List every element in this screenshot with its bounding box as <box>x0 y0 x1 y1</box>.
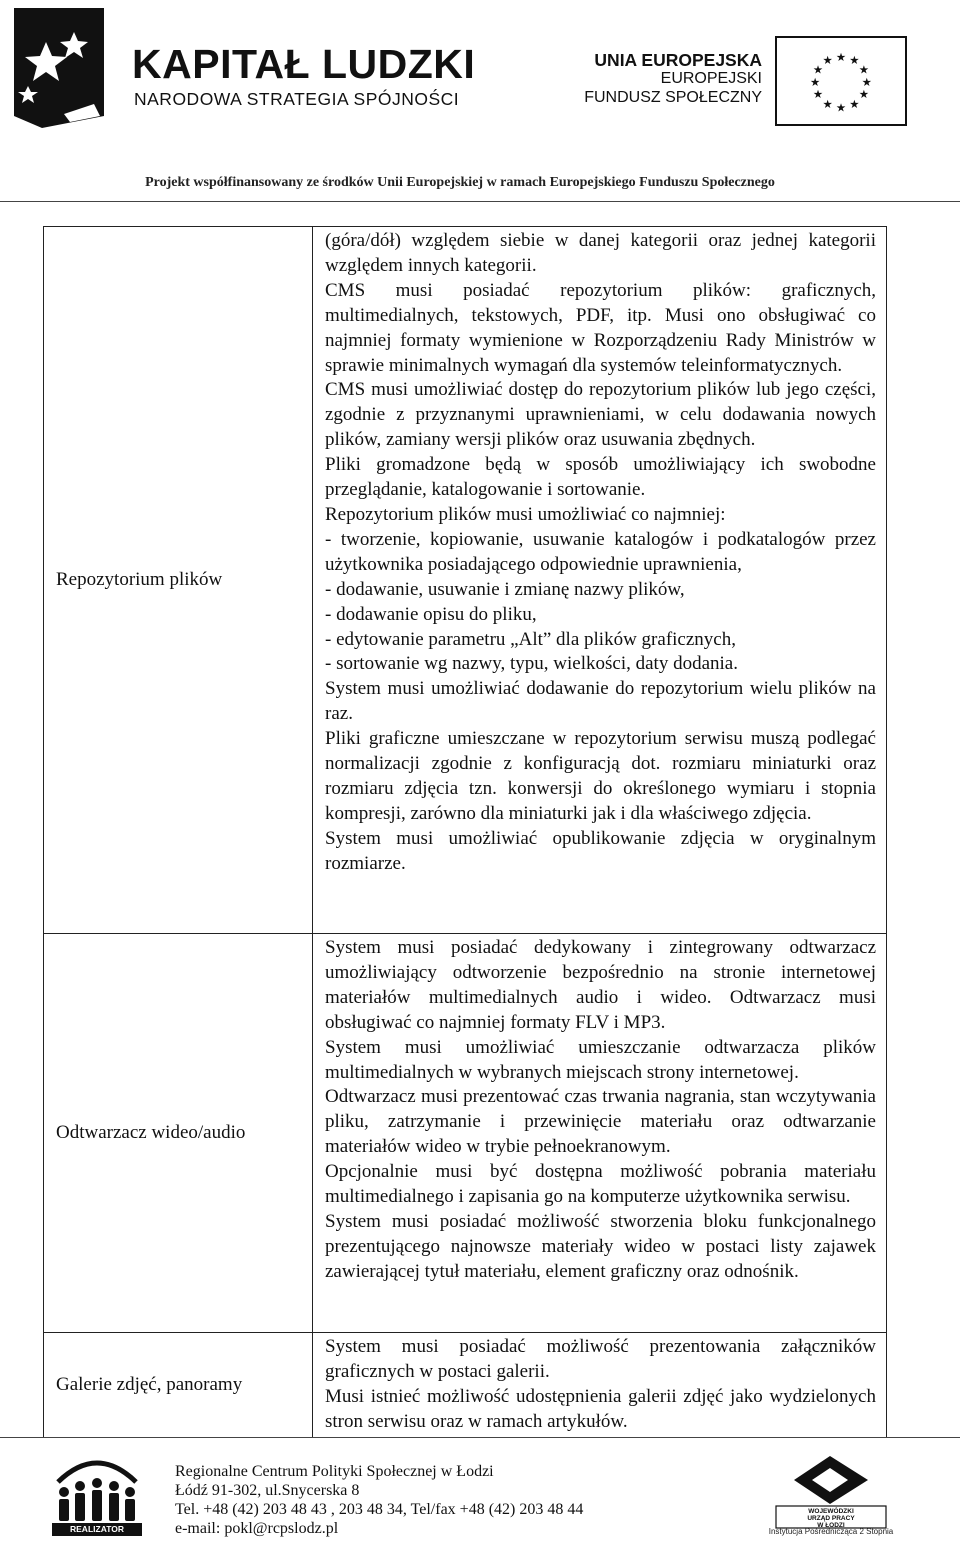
row-text-cell <box>313 934 887 1333</box>
address-line: Regionalne Centrum Polityki Społecznej w Łodzi <box>175 1463 494 1480</box>
paragraph: System musi posiadać dedykowany i zintegrowany odtwarzacz umożliwiający odtworzenie bezpośrednio na stronie internetowej materiałów multimedialnych audio i wideo. Odtwarzacz musi obsługiwać co najmniej formaty FLV i MP3. <box>325 937 876 1033</box>
svg-text:★: ★ <box>835 100 847 115</box>
eu-flag-logo <box>775 36 907 126</box>
paragraph: Musi istnieć możliwość udostępnienia galerii zdjęć jako wydzielonych stron serwisu oraz w ramach artykułów. <box>325 1385 876 1432</box>
row-label: Repozytorium plików <box>56 569 223 590</box>
kapital-ludzki-logo <box>4 4 126 132</box>
paragraph: Pliki gromadzone będą w sposób umożliwiający ich swobodne przeglądanie, katalogowanie i sortowanie. <box>325 454 876 501</box>
list-item: - dodawanie opisu do pliku, <box>325 603 537 625</box>
paragraph: CMS musi posiadać repozytorium plików: graficznych, multimedialnych, tekstowych, PDF, itp. Musi ono obsługiwać co najmniej formaty wymienione w Rozporządzeniu Rady Ministrów w sprawie minimalnych wymagań dla systemów teleinformatycznych. <box>325 279 876 376</box>
eu-line-2: EUROPEJSKI <box>660 70 762 88</box>
requirements-table <box>43 226 887 1438</box>
paragraph: (góra/dół) względem siebie w danej kategorii oraz jednej kategorii względem innych kategorii. <box>325 230 876 276</box>
eu-line-3: FUNDUSZ SPOŁECZNY <box>584 88 762 106</box>
table-row <box>44 1333 887 1438</box>
paragraph: System musi umożliwiać opublikowanie zdjęcia w oryginalnym rozmiarze. <box>325 827 876 874</box>
paragraph: Pliki graficzne umieszczane w repozytorium serwisu muszą podlegać normalizacji zgodnie z konfiguracją dot. rozmiaru miniaturki oraz rozmiaru zdjęcia tzn. konwersji do określonego wymiaru i stopnia kompresji, zarówno dla miniaturki jak i dla właściwego zdjęcia. <box>325 728 876 824</box>
paragraph: Repozytorium plików musi umożliwiać co najmniej: <box>325 503 726 525</box>
row-text-cell <box>313 1333 887 1438</box>
paragraph: System musi posiadać możliwość stworzenia bloku funkcjonalnego prezentującego najnowsze materiały wideo w postaci listy zajawek zawierającej tytuł materiału, element graficzny oraz odnośnik. <box>325 1210 876 1282</box>
paragraph: Odtwarzacz musi prezentować czas trwania nagrania, stan wczytywania pliku, zatrzymanie i przewinięcie materiału oraz odtwarzanie materiałów wideo w trybie pełnoekranowym. <box>325 1086 876 1158</box>
row-label: Galerie zdjęć, panoramy <box>56 1373 243 1395</box>
wup-line-2: URZĄD PRACY <box>807 1515 855 1522</box>
row-label-cell <box>44 227 313 934</box>
row-label-cell <box>44 934 313 1333</box>
row-text-cell <box>313 227 887 934</box>
header-divider <box>0 201 960 202</box>
row-label-cell <box>44 1333 313 1438</box>
wup-caption: Instytucja Pośrednicząca 2 Stopnia <box>768 1527 894 1536</box>
svg-text:★: ★ <box>822 52 833 67</box>
address-line: Tel. +48 (42) 203 48 43 , 203 48 34, Tel/fax +48 (42) 203 48 44 <box>175 1501 584 1518</box>
svg-text:★: ★ <box>858 87 870 102</box>
kapital-ludzki-title: KAPITAŁ LUDZKI <box>132 41 476 87</box>
address-line: e-mail: pokl@rcpslodz.pl <box>175 1520 339 1537</box>
list-item: - dodawanie, usuwanie i zmianę nazwy plików, <box>325 578 685 600</box>
svg-text:★: ★ <box>812 62 824 77</box>
paragraph: CMS musi umożliwiać dostęp do repozytorium plików lub jego części, zgodnie z przyznanymi uprawnieniami, w celu dodawania nowych plików, zamiany wersji plików oraz usuwania zbędnych. <box>325 379 876 451</box>
wup-line-1: WOJEWÓDZKI <box>808 1508 854 1515</box>
row-label: Odtwarzacz wideo/audio <box>56 1122 246 1143</box>
list-item: - edytowanie parametru „Alt” dla plików graficznych, <box>325 628 736 650</box>
svg-text:★: ★ <box>861 74 872 89</box>
project-cofinancing-line: Projekt współfinansowany ze środków Unii Europejskiej w ramach Europejskiego Funduszu Społecznego <box>145 175 775 190</box>
svg-text:★: ★ <box>835 49 847 64</box>
table-row <box>44 227 887 934</box>
svg-text:★: ★ <box>849 96 860 111</box>
address-line: Łódź 91-302, ul.Snycerska 8 <box>175 1482 360 1499</box>
footer-divider <box>0 1437 960 1438</box>
wup-line-3: W ŁODZI <box>817 1522 845 1529</box>
kapital-ludzki-subtitle: NARODOWA STRATEGIA SPÓJNOŚCI <box>134 89 460 109</box>
svg-text:★: ★ <box>810 74 821 89</box>
contact-address <box>175 1462 583 1538</box>
svg-text:★: ★ <box>822 96 833 111</box>
eu-text-block <box>580 50 762 107</box>
paragraph: System musi umożliwiać umieszczanie odtwarzacza plików multimedialnych w wybranych miejscach strony internetowej. <box>325 1036 876 1083</box>
page-header <box>0 0 960 205</box>
list-item: - sortowanie wg nazwy, typu, wielkości, daty dodania. <box>325 653 738 675</box>
eu-line-1: UNIA EUROPEJSKA <box>594 50 762 70</box>
list-item: - tworzenie, kopiowanie, usuwanie katalogów i podkatalogów przez użytkownika posiadającego odpowiednie uprawnienia, <box>325 528 876 575</box>
paragraph: Opcjonalnie musi być dostępna możliwość pobrania materiału multimedialnego i zapisania go na komputerze użytkownika serwisu. <box>325 1161 876 1208</box>
table-row <box>44 934 887 1333</box>
svg-text:★: ★ <box>849 52 860 67</box>
paragraph: System musi umożliwiać dodawanie do repozytorium wielu plików na raz. <box>325 678 876 725</box>
paragraph: System musi posiadać możliwość prezentowania załączników graficznych w postaci galerii. <box>325 1336 876 1382</box>
svg-text:★: ★ <box>812 87 824 102</box>
realizator-label: REALIZATOR PROJEKTU <box>52 1523 142 1536</box>
svg-text:★: ★ <box>858 62 870 77</box>
